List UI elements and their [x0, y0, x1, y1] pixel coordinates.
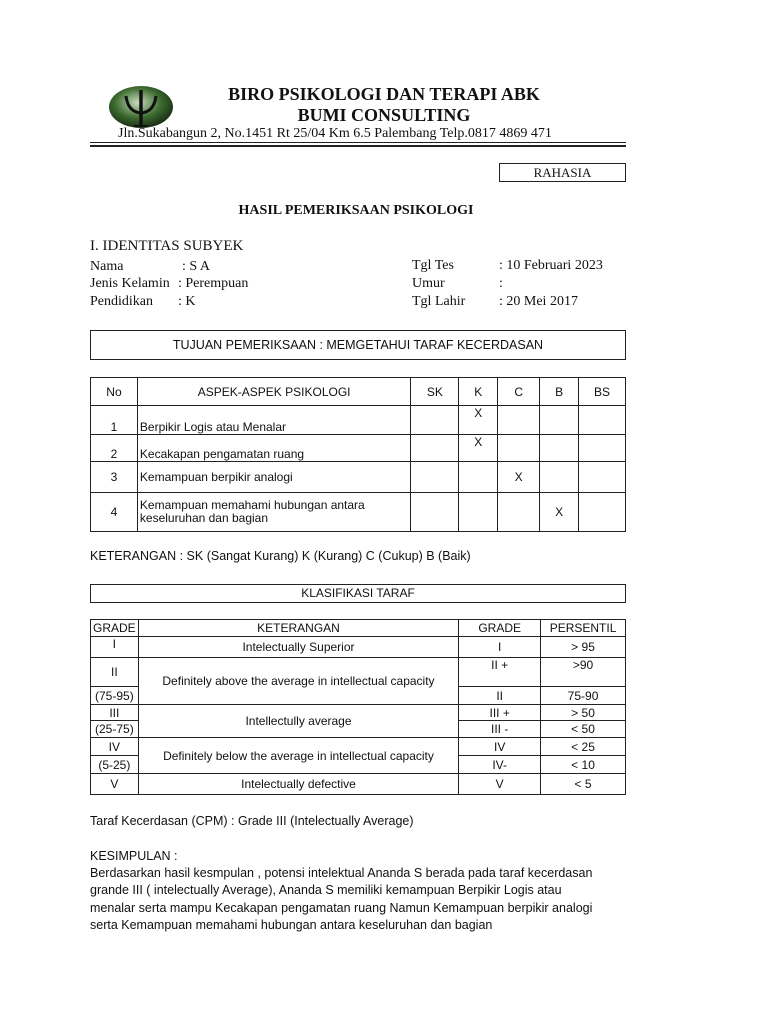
grade-description: Intellectully average	[138, 705, 459, 738]
education-value: : K	[178, 294, 196, 309]
header-c: C	[498, 378, 540, 406]
sub-grade-cell: IV	[459, 738, 541, 756]
birth-date-label: Tgl Lahir	[412, 294, 466, 309]
aspects-legend: KETERANGAN : SK (Sangat Kurang) K (Kurang) C (Cukup) B (Baik)	[90, 549, 471, 563]
confidential-stamp: RAHASIA	[499, 163, 626, 182]
mark-sk	[411, 435, 459, 462]
mark-c: X	[498, 462, 540, 493]
sub-grade-cell: III +	[459, 705, 541, 721]
grade-cell: II	[91, 658, 139, 687]
row-aspect: Kecakapan pengamatan ruang	[137, 435, 410, 462]
conclusion-title: KESIMPULAN :	[90, 849, 178, 863]
header-no: No	[91, 378, 138, 406]
mark-k: X	[459, 406, 498, 435]
mark-k	[459, 493, 498, 532]
mark-sk	[411, 493, 459, 532]
test-date-value: : 10 Februari 2023	[499, 258, 603, 273]
row-aspect	[137, 493, 410, 532]
mark-b	[540, 406, 579, 435]
percentile-cell: < 5	[541, 774, 626, 795]
percentile-cell: < 25	[541, 738, 626, 756]
aspects-header-row	[91, 378, 626, 406]
sub-grade-cell: V	[459, 774, 541, 795]
table-row	[91, 435, 626, 462]
org-address: Jln.Sukabangun 2, No.1451 Rt 25/04 Km 6.5 Palembang Telp.0817 4869 471	[118, 126, 552, 141]
mark-k: X	[459, 435, 498, 462]
table-row	[91, 738, 626, 756]
conclusion-line-4: serta Kemampuan memahami hubungan antara keseluruhan dan bagian	[90, 918, 493, 932]
row-aspect-line1: Kemampuan memahami hubungan antara	[139, 498, 365, 512]
table-row	[91, 462, 626, 493]
test-date-label: Tgl Tes	[412, 258, 454, 273]
row-aspect: Berpikir Logis atau Menalar	[137, 406, 410, 435]
conclusion-line-3: menalar serta mampu Kecakapan pengamatan ruang Namun Kemampuan berpikir analogi	[90, 901, 593, 915]
header-grade: GRADE	[91, 620, 139, 637]
header-divider-thick	[90, 145, 626, 147]
mark-c	[498, 406, 540, 435]
percentile-cell: < 10	[541, 756, 626, 774]
row-no: 1	[91, 406, 138, 435]
table-row	[91, 658, 626, 687]
percentile-cell: >90	[541, 658, 626, 687]
gender-value: : Perempuan	[178, 276, 249, 291]
grade-cell: III	[91, 705, 139, 721]
sub-grade-cell: IV-	[459, 756, 541, 774]
header-aspect: ASPEK-ASPEK PSIKOLOGI	[137, 378, 410, 406]
grade-range-cell: (25-75)	[91, 721, 139, 738]
age-value: :	[499, 276, 503, 291]
percentile-cell: 75-90	[541, 687, 626, 705]
name-value: : S A	[182, 259, 211, 274]
conclusion-line-1: Berdasarkan hasil kesmpulan , potensi intelektual Ananda S berada pada taraf kecerdasan	[90, 866, 593, 880]
header-percentile: PERSENTIL	[541, 620, 626, 637]
grade-cell: I	[91, 637, 139, 658]
table-row	[91, 637, 626, 658]
education-label: Pendidikan	[90, 294, 153, 309]
sub-grade-cell: III -	[459, 721, 541, 738]
row-no: 2	[91, 435, 138, 462]
grade-description: Intelectually defective	[138, 774, 459, 795]
table-row	[91, 406, 626, 435]
birth-date-value: : 20 Mei 2017	[499, 294, 578, 309]
mark-bs	[579, 493, 626, 532]
mark-sk	[411, 462, 459, 493]
row-no: 3	[91, 462, 138, 493]
intelligence-result: Taraf Kecerdasan (CPM) : Grade III (Intelectually Average)	[90, 814, 414, 828]
classification-header-row	[91, 620, 626, 637]
header-sk: SK	[411, 378, 459, 406]
classification-table	[90, 619, 626, 795]
grade-cell: V	[91, 774, 139, 795]
identity-section-title: I. IDENTITAS SUBYEK	[90, 238, 244, 254]
percentile-cell: > 95	[541, 637, 626, 658]
table-row	[91, 774, 626, 795]
mark-c	[498, 435, 540, 462]
sub-grade-cell: I	[459, 637, 541, 658]
name-label: Nama	[90, 259, 124, 274]
mark-k	[459, 462, 498, 493]
row-aspect: Kemampuan berpikir analogi	[137, 462, 410, 493]
sub-grade-cell: II +	[459, 658, 541, 687]
table-row	[91, 493, 626, 532]
org-name-line1: BIRO PSIKOLOGI DAN TERAPI ABK	[228, 84, 540, 104]
header-divider	[90, 142, 626, 143]
document-title: HASIL PEMERIKSAAN PSIKOLOGI	[238, 203, 474, 218]
classification-title: KLASIFIKASI TARAF	[90, 584, 626, 603]
sub-grade-cell: II	[459, 687, 541, 705]
mark-c	[498, 493, 540, 532]
mark-b	[540, 435, 579, 462]
aspects-table	[90, 377, 626, 532]
org-name-line2: BUMI CONSULTING	[297, 105, 471, 125]
mark-b	[540, 462, 579, 493]
grade-cell: IV	[91, 738, 139, 756]
grade-description: Definitely below the average in intellectual capacity	[138, 738, 459, 774]
mark-b: X	[540, 493, 579, 532]
examination-purpose: TUJUAN PEMERIKSAAN : MEMGETAHUI TARAF KECERDASAN	[90, 330, 626, 360]
header-sub-grade: GRADE	[459, 620, 541, 637]
mark-bs	[579, 435, 626, 462]
grade-range-cell: (5-25)	[91, 756, 139, 774]
header-b: B	[540, 378, 579, 406]
grade-range-cell: (75-95)	[91, 687, 139, 705]
header-bs: BS	[579, 378, 626, 406]
gender-label: Jenis Kelamin	[90, 276, 170, 291]
row-aspect-line2: keseluruhan dan bagian	[139, 511, 269, 525]
age-label: Umur	[412, 276, 445, 291]
header-description: KETERANGAN	[138, 620, 459, 637]
percentile-cell: < 50	[541, 721, 626, 738]
header-k: K	[459, 378, 498, 406]
row-no: 4	[91, 493, 138, 532]
mark-bs	[579, 406, 626, 435]
mark-bs	[579, 462, 626, 493]
grade-description: Intelectually Superior	[138, 637, 459, 658]
table-row	[91, 705, 626, 721]
percentile-cell: > 50	[541, 705, 626, 721]
mark-sk	[411, 406, 459, 435]
grade-description: Definitely above the average in intellectual capacity	[138, 658, 459, 705]
conclusion-line-2: grande III ( intelectually Average), Ananda S memiliki kemampuan Berpikir Logis atau	[90, 883, 562, 897]
